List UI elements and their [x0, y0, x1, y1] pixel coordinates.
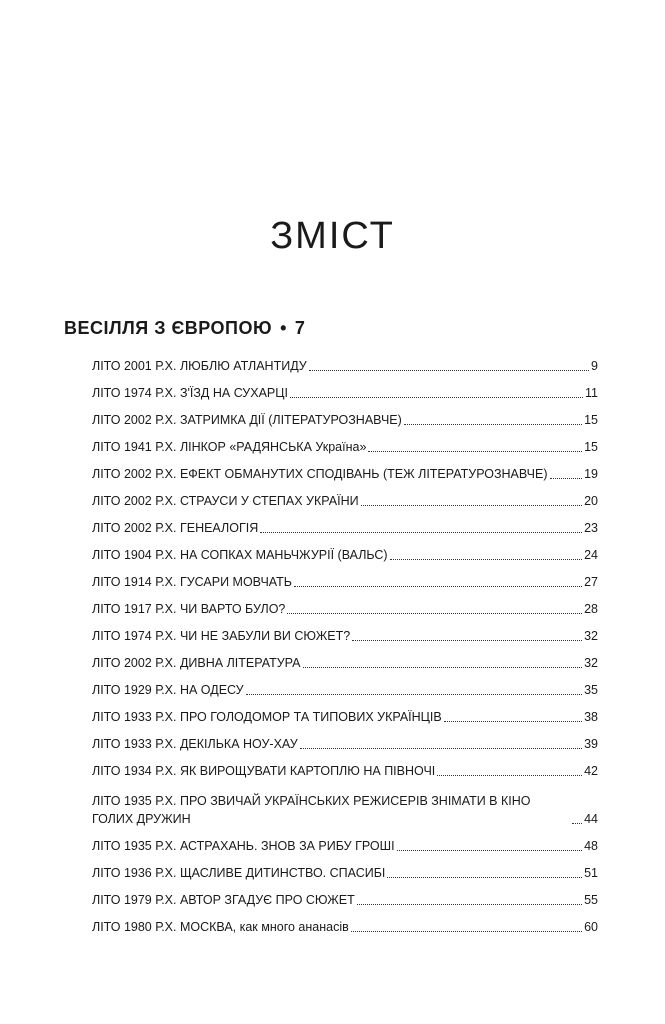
toc-entry-title: ЛІТО 1941 Р.Х. ЛІНКОР «РАДЯНСЬКА Україна» — [92, 440, 367, 454]
toc-entry-page-number: 20 — [584, 494, 598, 508]
page-title: ЗМІСТ — [270, 215, 395, 258]
toc-entry-page-number: 32 — [584, 629, 598, 643]
toc-entry-title: ЛІТО 2002 Р.Х. ЗАТРИМКА ДІЇ (ЛІТЕРАТУРОЗНАВЧЕ) — [92, 413, 402, 427]
dot-leader — [368, 451, 582, 452]
toc-entry — [92, 456, 598, 483]
toc-entry-title: ЛІТО 1935 Р.Х. ПРО ЗВИЧАЙ УКРАЇНСЬКИХ РЕЖИСЕРІВ ЗНІМАТИ В КІНО ГОЛИХ ДРУЖИН — [92, 794, 531, 826]
dot-leader — [352, 640, 582, 641]
toc-entry-title: ЛІТО 1934 Р.Х. ЯК ВИРОЩУВАТИ КАРТОПЛЮ НА ПІВНОЧІ — [92, 764, 436, 778]
toc-entry-page-number: 35 — [584, 683, 598, 697]
toc-entry — [92, 564, 598, 591]
toc-entry-title: ЛІТО 1917 Р.Х. ЧИ ВАРТО БУЛО? — [92, 602, 286, 616]
toc-entry — [92, 780, 598, 828]
toc-entry-title: ЛІТО 1914 Р.Х. ГУСАРИ МОВЧАТЬ — [92, 575, 292, 589]
toc-entry-title: ЛІТО 1935 Р.Х. АСТРАХАНЬ. ЗНОВ ЗА РИБУ ГРОШІ — [92, 839, 395, 853]
dot-leader — [300, 748, 582, 749]
section-separator: • — [280, 318, 287, 338]
toc-entry-page-number: 55 — [584, 893, 598, 907]
toc-entry — [92, 537, 598, 564]
toc-entry-page-number: 38 — [584, 710, 598, 724]
toc-entry — [92, 645, 598, 672]
toc-entry-page-number: 19 — [584, 467, 598, 481]
dot-leader — [287, 613, 582, 614]
dot-leader — [444, 721, 582, 722]
toc-entry — [92, 909, 598, 936]
toc-entry — [92, 483, 598, 510]
dot-leader — [303, 667, 583, 668]
toc-entry-page-number: 44 — [584, 812, 598, 826]
dot-leader — [390, 559, 583, 560]
dot-leader — [404, 424, 582, 425]
dot-leader — [361, 505, 582, 506]
toc-entry-page-number: 39 — [584, 737, 598, 751]
dot-leader — [357, 904, 582, 905]
toc-entry-page-number: 32 — [584, 656, 598, 670]
section-page-number: 7 — [294, 318, 306, 338]
toc-entry — [92, 882, 598, 909]
toc-entry-page-number: 42 — [584, 764, 598, 778]
dot-leader — [309, 370, 589, 371]
toc-entry-page-number: 23 — [584, 521, 598, 535]
toc-entry — [92, 726, 598, 753]
toc-entry — [92, 618, 598, 645]
toc-entry-title: ЛІТО 2002 Р.Х. ЕФЕКТ ОБМАНУТИХ СПОДІВАНЬ (ТЕЖ ЛІТЕРАТУРОЗНАВЧЕ) — [92, 467, 548, 481]
toc-entry-title: ЛІТО 2002 Р.Х. ГЕНЕАЛОГІЯ — [92, 521, 259, 535]
toc-entry-page-number: 24 — [584, 548, 598, 562]
toc-entry — [92, 753, 598, 780]
toc-entry-title: ЛІТО 1929 Р.Х. НА ОДЕСУ — [92, 683, 244, 697]
toc-entry-title: ЛІТО 1936 Р.Х. ЩАСЛИВЕ ДИТИНСТВО. СПАСИБІ — [92, 866, 386, 880]
toc-entry — [92, 402, 598, 429]
dot-leader — [572, 823, 582, 824]
dot-leader — [260, 532, 582, 533]
toc-entry — [92, 375, 598, 402]
toc-entry-title: ЛІТО 1980 Р.Х. МОСКВА, как много ананасів — [92, 920, 349, 934]
toc-entry-title: ЛІТО 1933 Р.Х. ПРО ГОЛОДОМОР ТА ТИПОВИХ УКРАЇНЦІВ — [92, 710, 442, 724]
toc-entry-title: ЛІТО 1979 Р.Х. АВТОР ЗГАДУЄ ПРО СЮЖЕТ — [92, 893, 355, 907]
toc-entry-page-number: 48 — [584, 839, 598, 853]
toc-entry — [92, 699, 598, 726]
toc-entry — [92, 672, 598, 699]
toc-entry-page-number: 28 — [584, 602, 598, 616]
dot-leader — [550, 478, 583, 479]
toc-entry — [92, 855, 598, 882]
toc-entry-page-number: 15 — [584, 413, 598, 427]
toc-entry-title: ЛІТО 1904 Р.Х. НА СОПКАХ МАНЬЧЖУРІЇ (ВАЛЬС) — [92, 548, 388, 562]
dot-leader — [437, 775, 582, 776]
toc-entry — [92, 429, 598, 456]
toc-entry — [92, 828, 598, 855]
dot-leader — [290, 397, 583, 398]
section-title: ВЕСІЛЛЯ З ЄВРОПОЮ — [64, 318, 273, 338]
toc-entry — [92, 348, 598, 375]
toc-entry — [92, 591, 598, 618]
toc-entry-page-number: 60 — [584, 920, 598, 934]
dot-leader — [387, 877, 582, 878]
toc-entry-page-number: 11 — [585, 386, 598, 400]
toc-entry-title: ЛІТО 2002 Р.Х. ДИВНА ЛІТЕРАТУРА — [92, 656, 301, 670]
toc-entry-page-number: 27 — [584, 575, 598, 589]
toc-entry-title: ЛІТО 2001 Р.Х. ЛЮБЛЮ АТЛАНТИДУ — [92, 359, 307, 373]
toc-entry — [92, 510, 598, 537]
dot-leader — [246, 694, 582, 695]
toc-entry-title: ЛІТО 2002 Р.Х. СТРАУСИ У СТЕПАХ УКРАЇНИ — [92, 494, 359, 508]
toc-entry-page-number: 51 — [584, 866, 598, 880]
dot-leader — [294, 586, 582, 587]
toc-entry-title: ЛІТО 1974 Р.Х. З'ЇЗД НА СУХАРЦІ — [92, 386, 288, 400]
toc-entry-title: ЛІТО 1974 Р.Х. ЧИ НЕ ЗАБУЛИ ВИ СЮЖЕТ? — [92, 629, 351, 643]
dot-leader — [351, 931, 582, 932]
section-heading — [64, 318, 305, 339]
toc-entry-page-number: 9 — [591, 359, 598, 373]
toc-entry-title: ЛІТО 1933 Р.Х. ДЕКІЛЬКА НОУ-ХАУ — [92, 737, 298, 751]
toc-entry-page-number: 15 — [584, 440, 598, 454]
table-of-contents — [92, 348, 598, 936]
dot-leader — [397, 850, 583, 851]
